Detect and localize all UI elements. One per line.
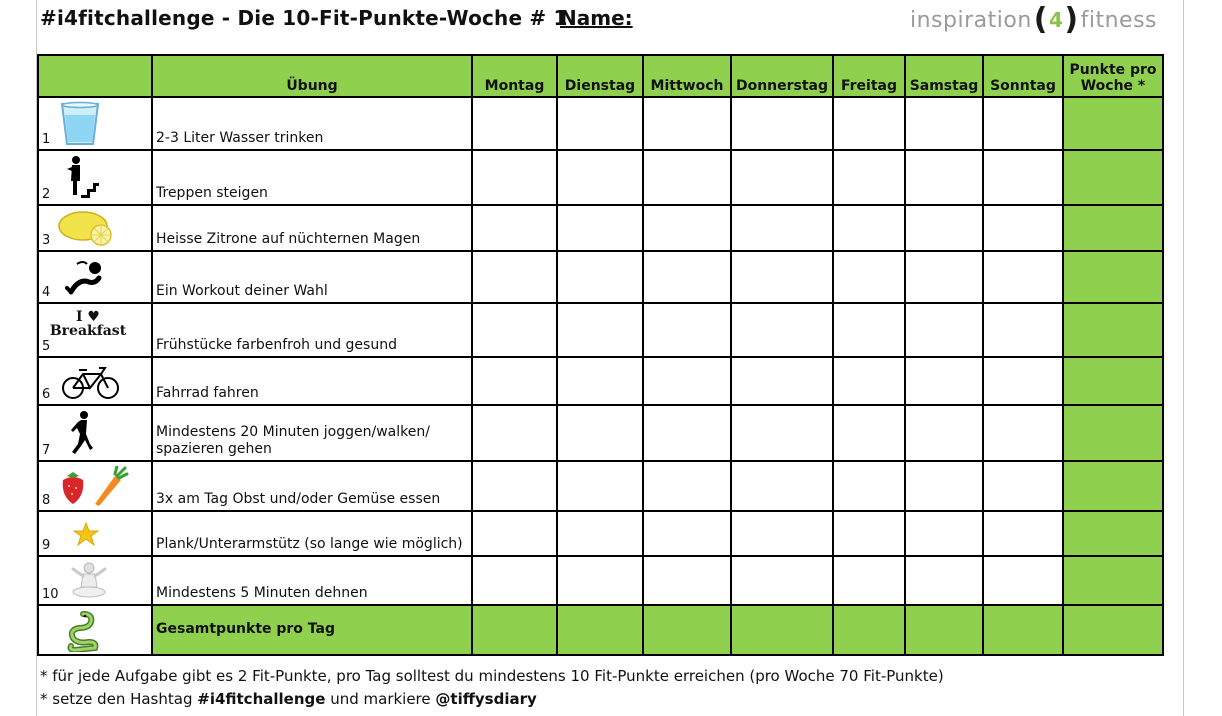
exercise-label: Mindestens 5 Minuten dehnen xyxy=(152,556,472,605)
day-cell[interactable] xyxy=(731,405,833,461)
total-icon-cell xyxy=(38,605,152,655)
header-day: Dienstag xyxy=(557,55,643,97)
header-day: Montag xyxy=(472,55,557,97)
day-cell[interactable] xyxy=(472,357,557,405)
row-number: 3 xyxy=(42,233,51,248)
header-day: Mittwoch xyxy=(643,55,731,97)
day-cell[interactable] xyxy=(905,150,983,205)
day-cell[interactable] xyxy=(731,461,833,511)
exercise-label xyxy=(152,405,472,461)
day-cell[interactable] xyxy=(643,405,731,461)
day-cell[interactable] xyxy=(983,405,1063,461)
header-points: Punkte pro Woche * xyxy=(1063,55,1163,97)
row-number-cell xyxy=(38,357,152,405)
table-row xyxy=(38,461,1163,511)
row-number-cell xyxy=(38,97,152,150)
exercise-label-line: spazieren gehen xyxy=(156,441,272,457)
total-day-cell[interactable] xyxy=(833,605,905,655)
points-cell[interactable] xyxy=(1063,357,1163,405)
day-cell[interactable] xyxy=(905,303,983,357)
table-row xyxy=(38,556,1163,605)
points-cell[interactable] xyxy=(1063,405,1163,461)
footnote-2 xyxy=(40,690,537,708)
exercise-label: 2-3 Liter Wasser trinken xyxy=(152,97,472,150)
header-row xyxy=(38,55,1163,97)
points-cell[interactable] xyxy=(1063,303,1163,357)
exercise-label: Fahrrad fahren xyxy=(152,357,472,405)
table-row xyxy=(38,251,1163,303)
water-glass-icon xyxy=(59,101,101,151)
row-number: 6 xyxy=(42,387,51,402)
table-row xyxy=(38,205,1163,251)
day-cell[interactable] xyxy=(983,251,1063,303)
header-day: Donnerstag xyxy=(731,55,833,97)
day-cell[interactable] xyxy=(643,251,731,303)
row-number: 10 xyxy=(42,587,59,602)
meditation-icon xyxy=(69,561,109,603)
day-cell[interactable] xyxy=(833,205,905,251)
total-day-cell[interactable] xyxy=(983,605,1063,655)
name-label: Name: xyxy=(560,6,633,30)
snake-icon xyxy=(65,610,101,656)
day-cell[interactable] xyxy=(557,556,643,605)
day-cell[interactable] xyxy=(557,511,643,556)
day-cell[interactable] xyxy=(833,461,905,511)
row-number-cell xyxy=(38,556,152,605)
day-cell[interactable] xyxy=(557,303,643,357)
day-cell[interactable] xyxy=(833,251,905,303)
day-cell[interactable] xyxy=(557,251,643,303)
day-cell[interactable] xyxy=(643,461,731,511)
day-cell[interactable] xyxy=(643,556,731,605)
total-day-cell[interactable] xyxy=(643,605,731,655)
row-number: 9 xyxy=(42,538,51,553)
day-cell[interactable] xyxy=(905,405,983,461)
points-cell[interactable] xyxy=(1063,251,1163,303)
day-cell[interactable] xyxy=(983,150,1063,205)
day-cell[interactable] xyxy=(731,303,833,357)
row-number: 8 xyxy=(42,493,51,508)
points-cell[interactable] xyxy=(1063,511,1163,556)
day-cell[interactable] xyxy=(983,303,1063,357)
points-cell[interactable] xyxy=(1063,556,1163,605)
points-cell[interactable] xyxy=(1063,205,1163,251)
day-cell[interactable] xyxy=(472,205,557,251)
day-cell[interactable] xyxy=(557,405,643,461)
points-cell[interactable] xyxy=(1063,97,1163,150)
day-cell[interactable] xyxy=(472,511,557,556)
day-cell[interactable] xyxy=(905,461,983,511)
footnote-2-prefix: * setze den Hashtag xyxy=(40,690,198,708)
day-cell[interactable] xyxy=(472,461,557,511)
day-cell[interactable] xyxy=(643,150,731,205)
day-cell[interactable] xyxy=(731,150,833,205)
points-cell[interactable] xyxy=(1063,150,1163,205)
day-cell[interactable] xyxy=(983,556,1063,605)
table-row xyxy=(38,405,1163,461)
day-cell[interactable] xyxy=(905,357,983,405)
exercise-label: 3x am Tag Obst und/oder Gemüse essen xyxy=(152,461,472,511)
day-cell[interactable] xyxy=(643,511,731,556)
row-number-cell xyxy=(38,205,152,251)
page-border-right xyxy=(1183,0,1184,716)
row-number: 5 xyxy=(42,339,51,354)
day-cell[interactable] xyxy=(731,251,833,303)
day-cell[interactable] xyxy=(643,205,731,251)
challenge-table xyxy=(37,54,1164,656)
total-row xyxy=(38,605,1163,655)
header-day: Samstag xyxy=(905,55,983,97)
day-cell[interactable] xyxy=(983,205,1063,251)
row-number: 2 xyxy=(42,187,51,202)
day-cell[interactable] xyxy=(472,405,557,461)
stairs-icon xyxy=(63,155,107,203)
day-cell[interactable] xyxy=(472,150,557,205)
day-cell[interactable] xyxy=(643,357,731,405)
workout-icon xyxy=(65,258,107,302)
total-points-cell[interactable] xyxy=(1063,605,1163,655)
day-cell[interactable] xyxy=(833,303,905,357)
runner-icon xyxy=(69,410,97,460)
logo xyxy=(910,4,1170,36)
day-cell[interactable] xyxy=(983,357,1063,405)
row-number: 1 xyxy=(42,132,51,147)
day-cell[interactable] xyxy=(731,556,833,605)
day-cell[interactable] xyxy=(643,303,731,357)
total-day-cell[interactable] xyxy=(557,605,643,655)
day-cell[interactable] xyxy=(983,511,1063,556)
day-cell[interactable] xyxy=(833,511,905,556)
day-cell[interactable] xyxy=(833,150,905,205)
footnote-2-mid: und markiere xyxy=(325,690,436,708)
exercise-label: Frühstücke farbenfroh und gesund xyxy=(152,303,472,357)
day-cell[interactable] xyxy=(643,97,731,150)
total-day-cell[interactable] xyxy=(905,605,983,655)
day-cell[interactable] xyxy=(557,357,643,405)
day-cell[interactable] xyxy=(731,511,833,556)
row-number-cell xyxy=(38,511,152,556)
table-row xyxy=(38,511,1163,556)
day-cell[interactable] xyxy=(833,97,905,150)
day-cell[interactable] xyxy=(472,251,557,303)
day-cell[interactable] xyxy=(472,97,557,150)
day-cell[interactable] xyxy=(731,205,833,251)
page-title: #i4fitchallenge - Die 10-Fit-Punkte-Woche # 1 xyxy=(40,6,568,30)
table-row xyxy=(38,97,1163,150)
header-day: Freitag xyxy=(833,55,905,97)
day-cell[interactable] xyxy=(983,97,1063,150)
row-number-cell xyxy=(38,303,152,357)
total-label: Gesamtpunkte pro Tag xyxy=(152,605,472,655)
day-cell[interactable] xyxy=(905,205,983,251)
logo-text-right: fitness xyxy=(1080,7,1158,33)
day-cell[interactable] xyxy=(905,556,983,605)
table-row xyxy=(38,303,1163,357)
row-number-cell xyxy=(38,405,152,461)
footnote-handle: @tiffysdiary xyxy=(435,690,537,708)
row-number-cell xyxy=(38,461,152,511)
footnote-hashtag: #i4fitchallenge xyxy=(197,690,326,708)
day-cell[interactable] xyxy=(472,303,557,357)
day-cell[interactable] xyxy=(731,357,833,405)
day-cell[interactable] xyxy=(905,97,983,150)
table-row xyxy=(38,357,1163,405)
day-cell[interactable] xyxy=(557,461,643,511)
row-number-cell xyxy=(38,251,152,303)
logo-four-mark: ( 4 ) xyxy=(1033,2,1079,37)
exercise-label: Heisse Zitrone auf nüchternen Magen xyxy=(152,205,472,251)
bicycle-icon xyxy=(61,364,121,404)
row-number-cell xyxy=(38,150,152,205)
lemon-icon xyxy=(57,209,119,251)
day-cell[interactable] xyxy=(557,97,643,150)
row-number: 7 xyxy=(42,443,51,458)
day-cell[interactable] xyxy=(472,556,557,605)
day-cell[interactable] xyxy=(731,97,833,150)
points-cell[interactable] xyxy=(1063,461,1163,511)
exercise-label-line: Mindestens 20 Minuten joggen/walken/ xyxy=(156,424,430,440)
exercise-label: Ein Workout deiner Wahl xyxy=(152,251,472,303)
footnote-1: * für jede Aufgabe gibt es 2 Fit-Punkte, pro Tag solltest du mindestens 10 Fit-Punkte erreichen (pro Woche 70 Fit-Punkte) xyxy=(40,667,944,685)
fruit-vegetable-icon xyxy=(59,466,129,512)
day-cell[interactable] xyxy=(833,405,905,461)
header-day: Sonntag xyxy=(983,55,1063,97)
exercise-label: Plank/Unterarmstütz (so lange wie möglich) xyxy=(152,511,472,556)
day-cell[interactable] xyxy=(833,556,905,605)
logo-text-left: inspiration xyxy=(910,7,1032,33)
row-number: 4 xyxy=(42,285,51,300)
star-icon xyxy=(73,522,99,550)
day-cell[interactable] xyxy=(557,150,643,205)
day-cell[interactable] xyxy=(983,461,1063,511)
header-blank-cell xyxy=(38,55,152,97)
header-exercise: Übung xyxy=(152,55,472,97)
logo-number: 4 xyxy=(1048,8,1064,32)
total-day-cell[interactable] xyxy=(472,605,557,655)
breakfast-icon: I ♥ Breakfast xyxy=(49,309,127,339)
day-cell[interactable] xyxy=(905,251,983,303)
day-cell[interactable] xyxy=(557,205,643,251)
day-cell[interactable] xyxy=(905,511,983,556)
total-day-cell[interactable] xyxy=(731,605,833,655)
exercise-label: Treppen steigen xyxy=(152,150,472,205)
table-row xyxy=(38,150,1163,205)
day-cell[interactable] xyxy=(833,357,905,405)
